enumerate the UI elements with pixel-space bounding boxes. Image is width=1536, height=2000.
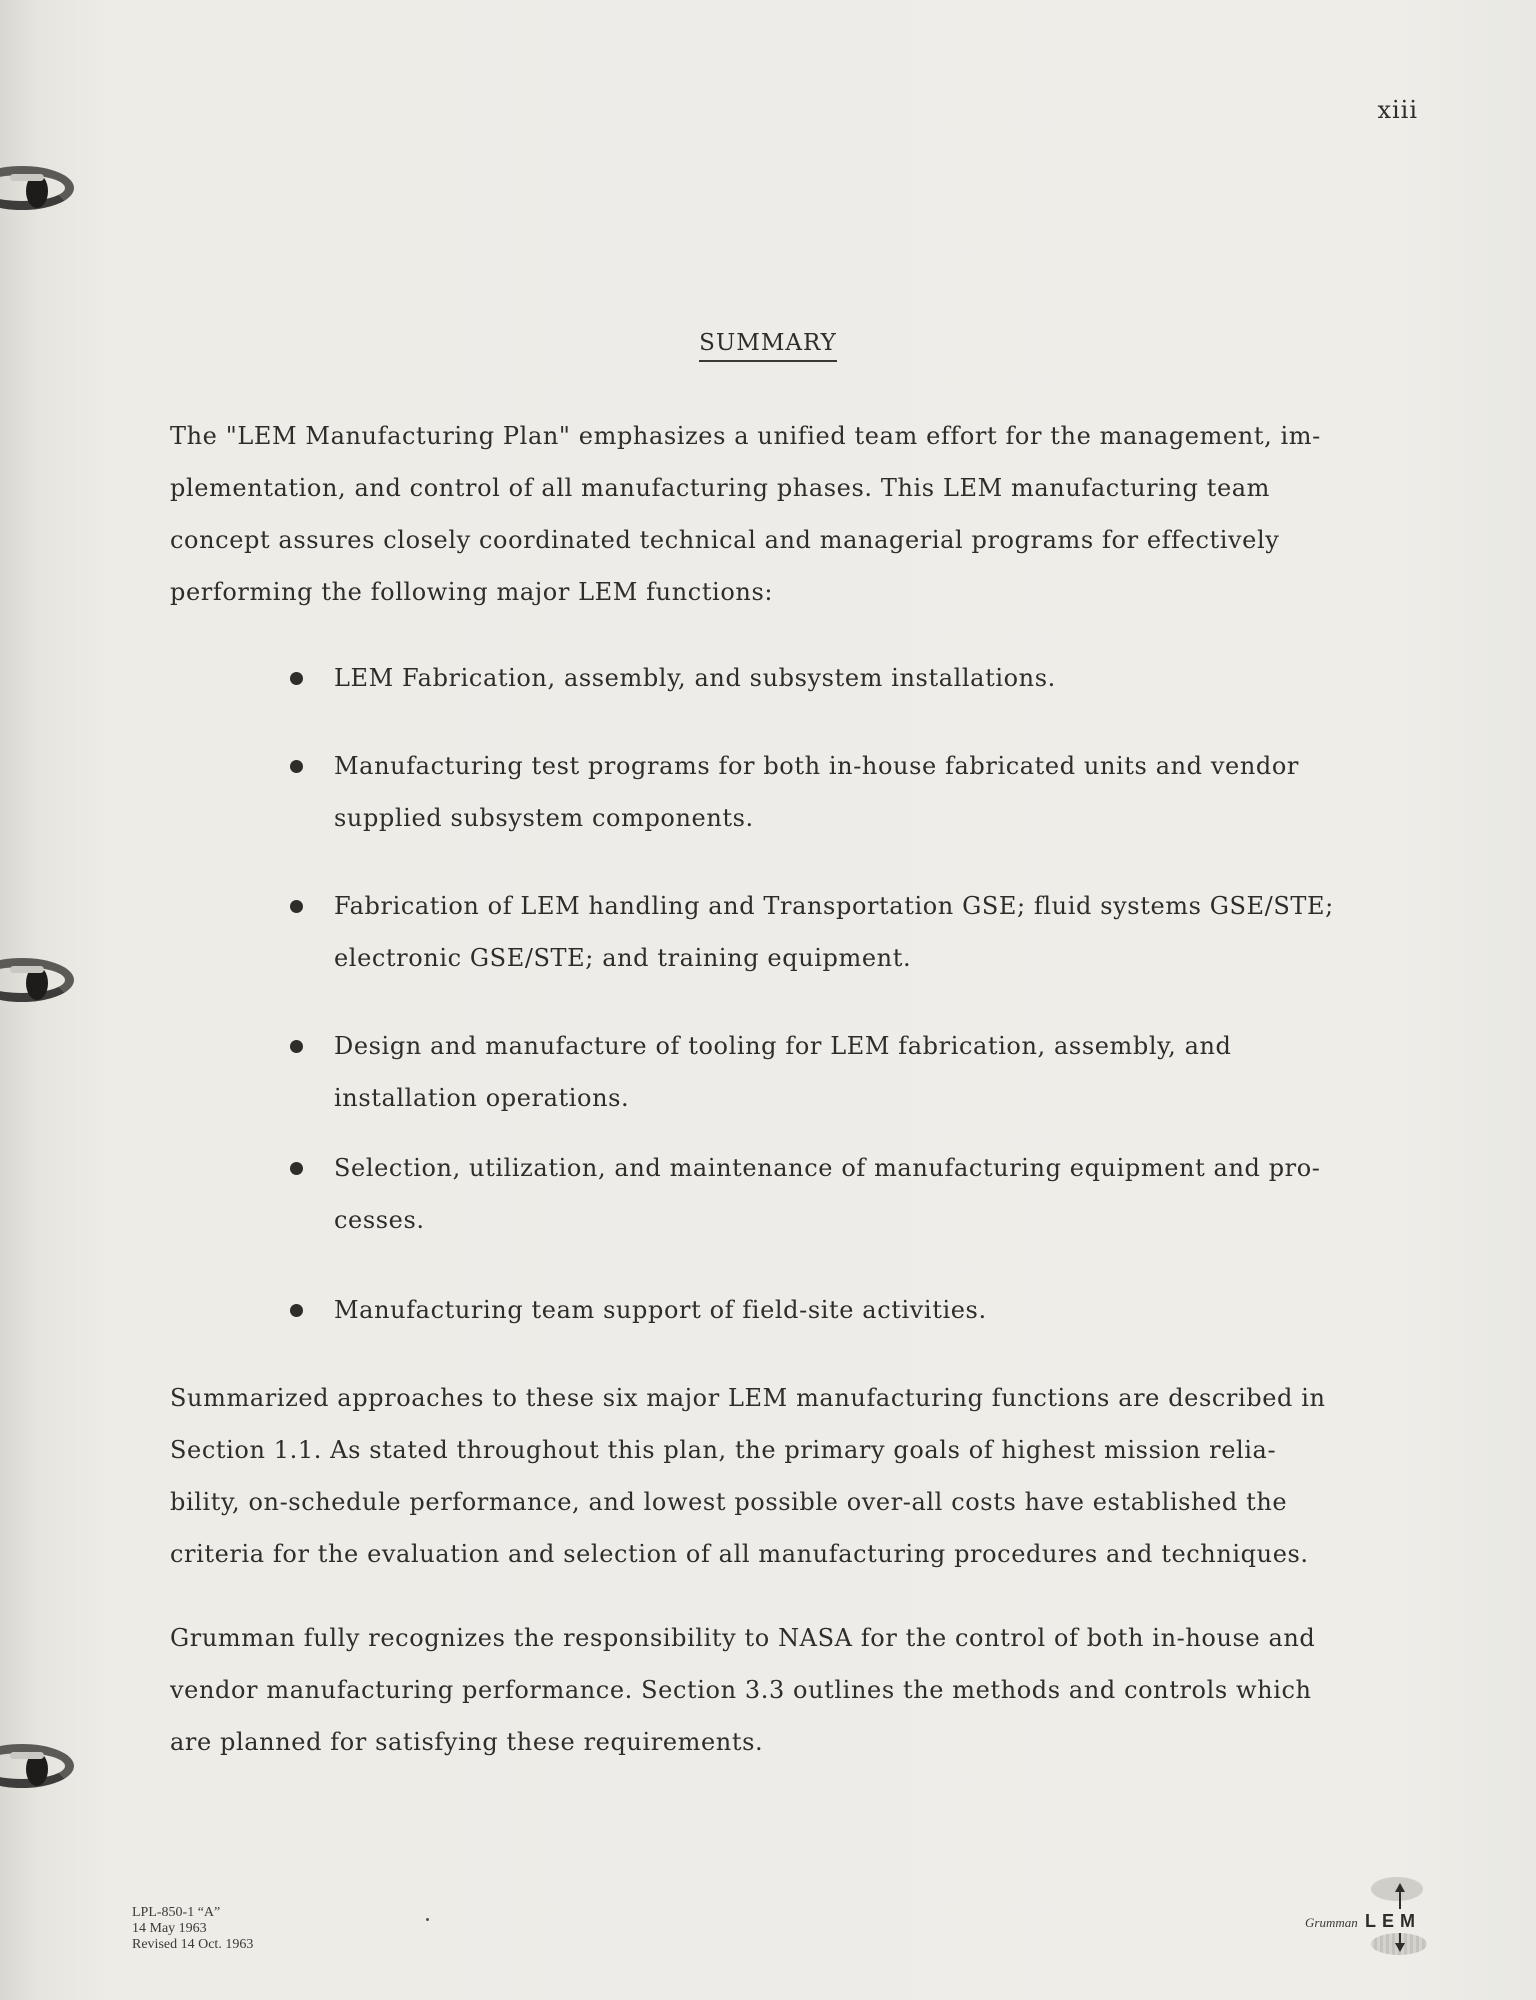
intro-line: The "LEM Manufacturing Plan" emphasizes a unified team effort for the management, im-	[170, 422, 1321, 450]
paper-speck	[426, 1918, 429, 1921]
binder-ring-bottom	[0, 1738, 80, 1794]
bullet-icon	[290, 760, 303, 773]
responsibility-paragraph	[170, 1612, 1420, 1768]
list-item-text: Design and manufacture of tooling for LEM fabrication, assembly, and	[334, 1032, 1232, 1060]
list-item-text: Manufacturing test programs for both in-house fabricated units and vendor	[334, 752, 1299, 780]
list-item-text: LEM Fabrication, assembly, and subsystem installations.	[334, 664, 1056, 692]
intro-line: concept assures closely coordinated technical and managerial programs for effectively	[170, 526, 1280, 554]
responsibility-line: Grumman fully recognizes the responsibility to NASA for the control of both in-house and	[170, 1624, 1316, 1652]
arrow-down-icon	[1395, 1943, 1405, 1952]
logo-mark: LEM	[1365, 1911, 1421, 1931]
approach-paragraph	[170, 1372, 1420, 1580]
footer-date: 14 May 1963	[132, 1921, 207, 1936]
list-item-text: Selection, utilization, and maintenance of manufacturing equipment and pro-	[334, 1154, 1321, 1182]
bullet-icon	[290, 1040, 303, 1053]
binder-ring-middle	[0, 952, 80, 1008]
bullet-icon	[290, 1162, 303, 1175]
responsibility-line: are planned for satisfying these requirements.	[170, 1728, 764, 1756]
footer-doc-id: LPL-850-1 “A”	[132, 1905, 221, 1920]
list-item-text: electronic GSE/STE; and training equipment.	[334, 944, 912, 972]
bullet-icon	[290, 900, 303, 913]
intro-paragraph	[170, 410, 1420, 618]
approach-line: bility, on-schedule performance, and lowest possible over-all costs have established the	[170, 1488, 1288, 1516]
responsibility-line: vendor manufacturing performance. Section 3.3 outlines the methods and controls which	[170, 1676, 1312, 1704]
list-item-text: Manufacturing team support of field-site activities.	[334, 1296, 987, 1324]
bullet-icon	[290, 1304, 303, 1317]
document-footer	[132, 1905, 253, 1953]
binder-ring-top	[0, 160, 80, 216]
logo-company: Grumman	[1305, 1915, 1358, 1930]
intro-line: plementation, and control of all manufacturing phases. This LEM manufacturing team	[170, 474, 1271, 502]
grumman-lem-logo	[1305, 1875, 1445, 1955]
approach-line: Summarized approaches to these six major LEM manufacturing functions are described in	[170, 1384, 1326, 1412]
page-title	[0, 330, 1536, 356]
bullet-icon	[290, 672, 303, 685]
arrow-stem	[1399, 1891, 1401, 1909]
list-item-text: Fabrication of LEM handling and Transportation GSE; fluid systems GSE/STE;	[334, 892, 1334, 920]
approach-line: criteria for the evaluation and selection of all manufacturing procedures and techniques.	[170, 1540, 1309, 1568]
list-item-text: supplied subsystem components.	[334, 804, 754, 832]
intro-line: performing the following major LEM functions:	[170, 578, 774, 606]
page-number: xiii	[1377, 96, 1418, 124]
footer-revised: Revised 14 Oct. 1963	[132, 1937, 254, 1952]
list-item-text: cesses.	[334, 1206, 425, 1234]
list-item-text: installation operations.	[334, 1084, 630, 1112]
approach-line: Section 1.1. As stated throughout this plan, the primary goals of highest mission relia-	[170, 1436, 1277, 1464]
page-title-text: SUMMARY	[699, 330, 837, 362]
